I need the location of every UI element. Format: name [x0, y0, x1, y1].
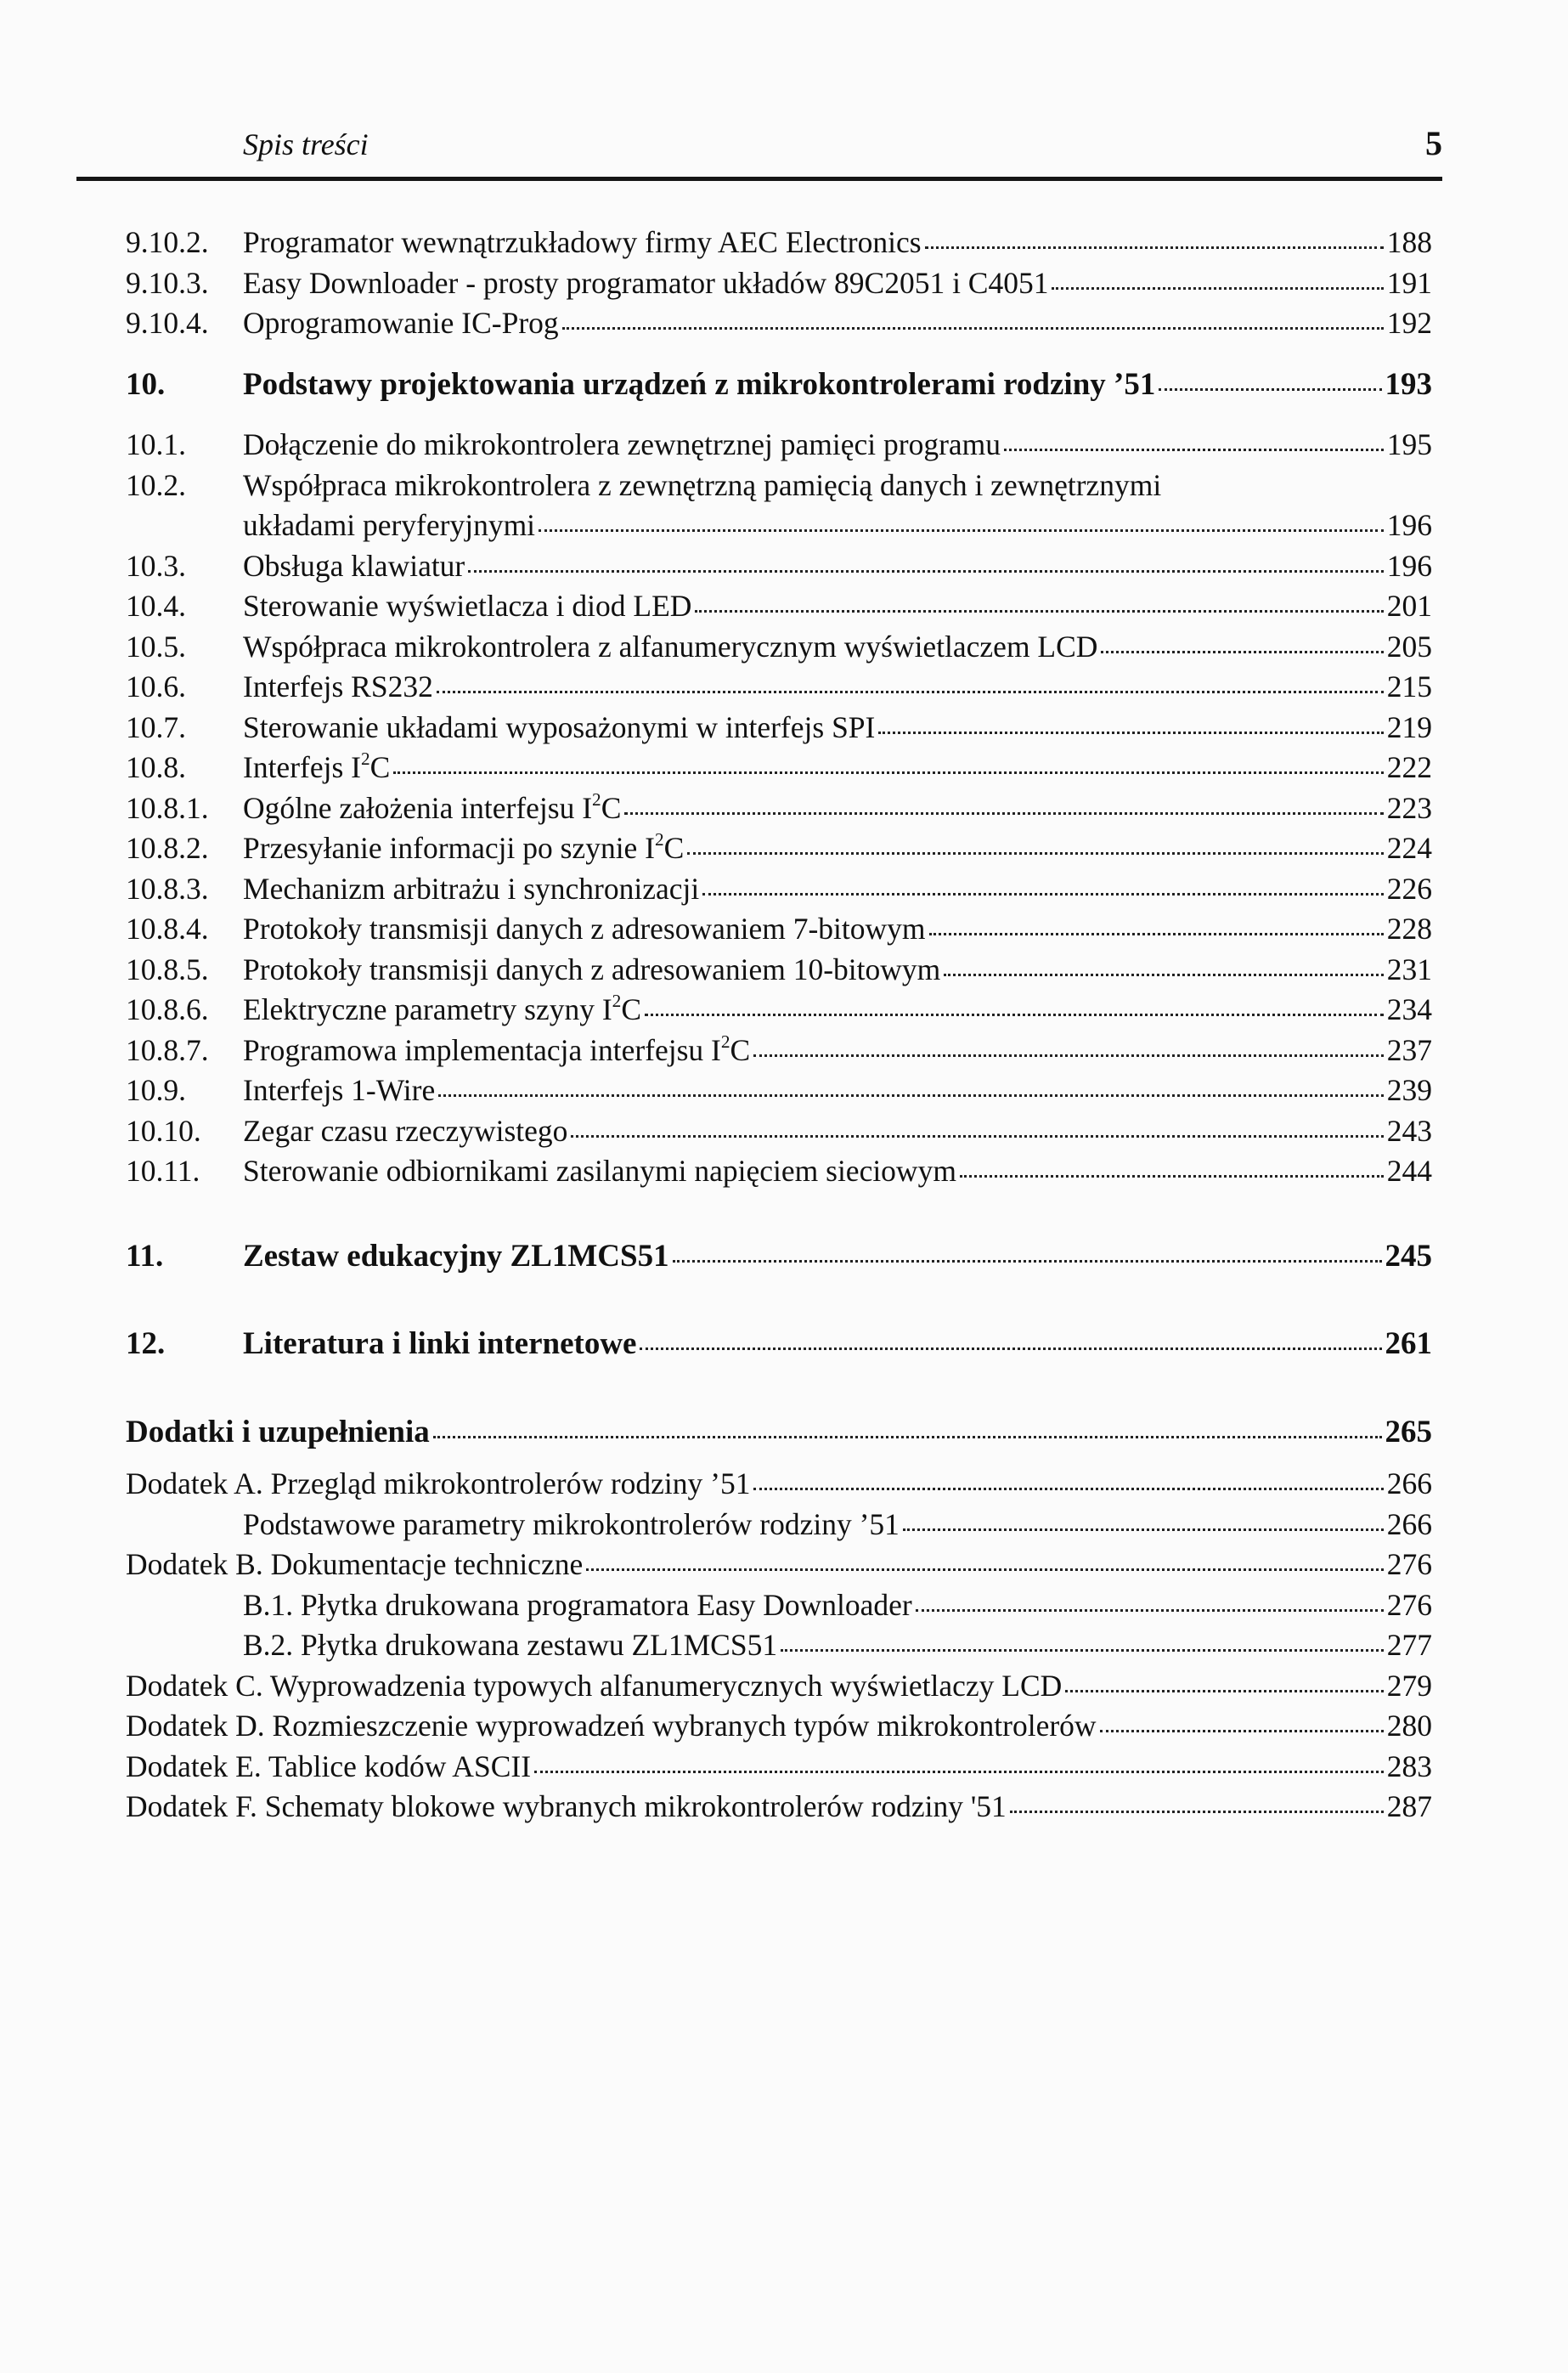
toc-chapter-12[interactable] — [126, 1324, 1432, 1364]
entry-number: 10.8.4. — [126, 912, 209, 946]
toc-entry[interactable] — [126, 546, 1432, 587]
leader-dots — [687, 852, 1383, 855]
entry-title: Interfejs $I^2C$ — [243, 749, 391, 784]
entry-page: 215 — [1386, 670, 1432, 703]
entry-title: Dodatek B. Dokumentacje techniczne — [126, 1547, 584, 1581]
leader-dots — [586, 1568, 1384, 1571]
leader-dots — [1101, 651, 1383, 653]
entry-title: Interfejs 1-Wire — [243, 1073, 436, 1107]
toc-entry[interactable] — [126, 303, 1432, 344]
entry-number: 10.5. — [126, 629, 186, 664]
toc-appendix-entry[interactable] — [126, 1545, 1432, 1585]
chapter-title: Literatura i linki internetowe — [243, 1326, 637, 1361]
leader-dots — [929, 933, 1384, 935]
entry-title: Elektryczne parametry szyny $I^2C$ — [243, 991, 642, 1026]
leader-dots — [753, 1488, 1383, 1490]
leader-dots — [944, 974, 1383, 976]
leader-dots — [1052, 287, 1383, 290]
leader-dots — [640, 1348, 1381, 1350]
entry-page: 205 — [1386, 629, 1432, 664]
entry-number: 10.8.5. — [126, 952, 209, 986]
entry-number: 9.10.4. — [126, 306, 209, 340]
entry-page: 224 — [1386, 831, 1432, 865]
entry-number: 10.4. — [126, 589, 186, 623]
entry-page: 276 — [1386, 1587, 1432, 1622]
toc-entry[interactable] — [126, 1071, 1432, 1111]
entry-page: 191 — [1386, 265, 1432, 300]
entry-page: 188 — [1386, 225, 1432, 259]
entry-number: 10.2. — [126, 467, 186, 502]
toc-appendix-entry[interactable] — [126, 1666, 1432, 1707]
entry-number: 9.10.3. — [126, 265, 209, 300]
entry-title: Podstawowe parametry mikrokontrolerów rodziny ’51 — [243, 1506, 900, 1541]
leader-dots — [468, 570, 1383, 573]
toc-entry[interactable] — [126, 1111, 1432, 1152]
entry-title-line2: układami peryferyjnymi — [243, 508, 536, 542]
entry-page: 283 — [1386, 1749, 1432, 1783]
toc-entry[interactable] — [126, 708, 1432, 749]
leader-dots — [624, 812, 1383, 815]
toc-chapter-10[interactable] — [126, 364, 1432, 405]
leader-dots — [534, 1771, 1384, 1773]
entry-page: 219 — [1386, 709, 1432, 744]
leader-dots — [753, 1054, 1384, 1057]
leader-dots — [1159, 388, 1381, 391]
entry-number: 10.11. — [126, 1154, 200, 1188]
entry-title: B.1. Płytka drukowana programatora Easy Downloader — [243, 1587, 912, 1622]
entry-title: Sterowanie odbiornikami zasilanymi napięciem sieciowym — [243, 1154, 956, 1188]
toc-entry[interactable] — [126, 950, 1432, 991]
toc-entry[interactable] — [126, 1031, 1432, 1071]
toc-entry[interactable] — [126, 990, 1432, 1031]
toc-appendix-subentry[interactable] — [126, 1585, 1432, 1626]
header-rule — [76, 177, 1442, 181]
entry-title: Oprogramowanie IC-Prog — [243, 306, 559, 340]
toc-entry[interactable] — [126, 748, 1432, 788]
leader-dots — [916, 1609, 1384, 1612]
leader-dots — [878, 732, 1383, 734]
entry-title: Sterowanie układami wyposażonymi w interfejs SPI — [243, 709, 876, 744]
entry-page: 196 — [1386, 548, 1432, 583]
entry-number: 10.8. — [126, 750, 186, 784]
leader-dots — [645, 1014, 1384, 1016]
chapter-number: 12. — [126, 1326, 166, 1361]
entry-title: Protokoły transmisji danych z adresowaniem 10-bitowym — [243, 952, 941, 986]
entry-page: 287 — [1386, 1789, 1432, 1823]
appendices-title: Dodatki i uzupełnienia — [126, 1414, 430, 1449]
entry-title: Współpraca mikrokontrolera z alfanumerycznym wyświetlaczem LCD — [243, 629, 1098, 664]
leader-dots — [438, 1094, 1384, 1097]
leader-dots — [433, 1436, 1382, 1438]
entry-number: 10.10. — [126, 1113, 201, 1148]
entry-title: Protokoły transmisji danych z adresowaniem 7-bitowym — [243, 912, 926, 946]
toc-entry[interactable] — [126, 466, 1432, 546]
leader-dots — [571, 1135, 1383, 1138]
entry-title: Dołączenie do mikrokontrolera zewnętrznej pamięci programu — [243, 427, 1001, 461]
toc-appendices[interactable] — [126, 1412, 1432, 1453]
entry-number: 10.8.1. — [126, 790, 209, 825]
entry-title: Dodatek A. Przegląd mikrokontrolerów rodziny ’51 — [126, 1466, 751, 1500]
chapter-page: 245 — [1385, 1238, 1432, 1274]
toc-entry[interactable] — [126, 627, 1432, 668]
toc-appendix-subentry[interactable] — [126, 1625, 1432, 1666]
entry-title: Dodatek F. Schematy blokowe wybranych mikrokontrolerów rodziny '51 — [126, 1789, 1007, 1823]
toc-appendix-subentry[interactable] — [126, 1505, 1432, 1545]
entry-page: 244 — [1386, 1154, 1432, 1188]
entry-page: 222 — [1386, 750, 1432, 784]
running-head — [126, 123, 1442, 163]
entry-title: Programowa implementacja interfejsu $I^2C$ — [243, 1031, 751, 1067]
entry-number: 10.9. — [126, 1073, 186, 1107]
entry-number: 10.8.3. — [126, 871, 209, 906]
entry-page: 280 — [1386, 1709, 1432, 1743]
entry-page: 226 — [1386, 871, 1432, 906]
toc-entry[interactable] — [126, 909, 1432, 950]
entry-title: Dodatek E. Tablice kodów ASCII — [126, 1749, 532, 1783]
toc-entry[interactable] — [126, 869, 1432, 910]
running-head-title: Spis treści — [243, 127, 369, 161]
leader-dots — [903, 1528, 1384, 1531]
entry-page: 228 — [1386, 912, 1432, 946]
chapter-title: Zestaw edukacyjny ZL1MCS51 — [243, 1238, 669, 1274]
entry-page: 279 — [1386, 1668, 1432, 1703]
toc-entry[interactable] — [126, 223, 1432, 263]
chapter-title: Podstawy projektowania urządzeń z mikrokontrolerami rodziny ’51 — [243, 366, 1156, 402]
leader-dots — [960, 1175, 1384, 1178]
toc-entry[interactable] — [126, 788, 1432, 829]
chapter-number: 11. — [126, 1238, 164, 1274]
entry-title: B.2. Płytka drukowana zestawu ZL1MCS51 — [243, 1628, 778, 1662]
toc-entry[interactable] — [126, 828, 1432, 869]
chapter-page: 193 — [1385, 366, 1432, 402]
leader-dots — [393, 771, 1383, 774]
entry-number: 10.8.6. — [126, 992, 209, 1026]
entry-number: 10.8.7. — [126, 1032, 209, 1067]
entry-title: Ogólne założenia interfejsu $I^2C$ — [243, 788, 622, 825]
entry-page: 201 — [1386, 589, 1432, 623]
entry-title: Programator wewnątrzukładowy firmy AEC Electronics — [243, 225, 922, 259]
entry-title: Dodatek C. Wyprowadzenia typowych alfanumerycznych wyświetlaczy LCD — [126, 1668, 1063, 1703]
toc-appendix-entry[interactable] — [126, 1787, 1432, 1828]
toc-chapter-11[interactable] — [126, 1236, 1432, 1277]
entry-page: 239 — [1386, 1073, 1432, 1107]
toc-entry[interactable] — [126, 263, 1432, 304]
entry-page: 196 — [1386, 508, 1432, 542]
entry-number: 10.6. — [126, 670, 186, 703]
entry-title: Obsługa klawiatur — [243, 548, 465, 583]
entry-page: 195 — [1386, 427, 1432, 461]
toc-entry[interactable] — [126, 425, 1432, 466]
toc-appendix-entry[interactable] — [126, 1706, 1432, 1747]
toc-entry[interactable] — [126, 667, 1432, 708]
entry-number: 10.8.2. — [126, 831, 209, 865]
table-of-contents — [126, 223, 1432, 1828]
leader-dots — [673, 1260, 1382, 1263]
entry-page: 277 — [1386, 1628, 1432, 1662]
leader-dots — [437, 691, 1384, 693]
entry-page: 231 — [1386, 952, 1432, 986]
leader-dots — [1010, 1811, 1384, 1813]
leader-dots — [539, 529, 1384, 532]
entry-title: Zegar czasu rzeczywistego — [243, 1113, 568, 1148]
entry-page: 266 — [1386, 1466, 1432, 1500]
leader-dots — [925, 246, 1384, 249]
entry-page: 192 — [1386, 306, 1432, 340]
entry-number: 10.1. — [126, 427, 186, 461]
entry-page: 223 — [1386, 790, 1432, 825]
chapter-number: 10. — [126, 366, 166, 402]
entry-number: 9.10.2. — [126, 225, 209, 259]
leader-dots — [702, 893, 1384, 896]
leader-dots — [695, 610, 1383, 613]
entry-page: 243 — [1386, 1113, 1432, 1148]
toc-appendix-entry[interactable] — [126, 1747, 1432, 1788]
entry-title: Interfejs RS232 — [243, 670, 433, 703]
entry-title: Sterowanie wyświetlacza i diod LED — [243, 589, 692, 623]
appendices-page: 265 — [1385, 1414, 1432, 1449]
chapter-page: 261 — [1385, 1326, 1432, 1361]
entry-title: Przesyłanie informacji po szynie $I^2C$ — [243, 829, 685, 865]
entry-title: Mechanizm arbitrażu i synchronizacji — [243, 871, 700, 906]
toc-appendix-entry[interactable] — [126, 1464, 1432, 1505]
entry-title-line1: Współpraca mikrokontrolera z zewnętrzną pamięcią danych i zewnętrznymi — [243, 467, 1162, 502]
entry-number: 10.3. — [126, 548, 186, 583]
leader-dots — [562, 327, 1384, 330]
entry-page: 266 — [1386, 1506, 1432, 1541]
page-number: 5 — [1425, 124, 1442, 162]
leader-dots — [1100, 1730, 1384, 1732]
leader-dots — [781, 1649, 1384, 1652]
entry-title: Dodatek D. Rozmieszczenie wyprowadzeń wybranych typów mikrokontrolerów — [126, 1709, 1097, 1743]
toc-entry[interactable] — [126, 1151, 1432, 1192]
entry-page: 237 — [1386, 1032, 1432, 1067]
toc-entry[interactable] — [126, 586, 1432, 627]
entry-title: Easy Downloader - prosty programator układów 89C2051 i C4051 — [243, 265, 1049, 300]
entry-page: 234 — [1386, 992, 1432, 1026]
leader-dots — [1004, 449, 1384, 451]
entry-page: 276 — [1386, 1547, 1432, 1581]
leader-dots — [1065, 1690, 1383, 1692]
entry-number: 10.7. — [126, 709, 186, 744]
